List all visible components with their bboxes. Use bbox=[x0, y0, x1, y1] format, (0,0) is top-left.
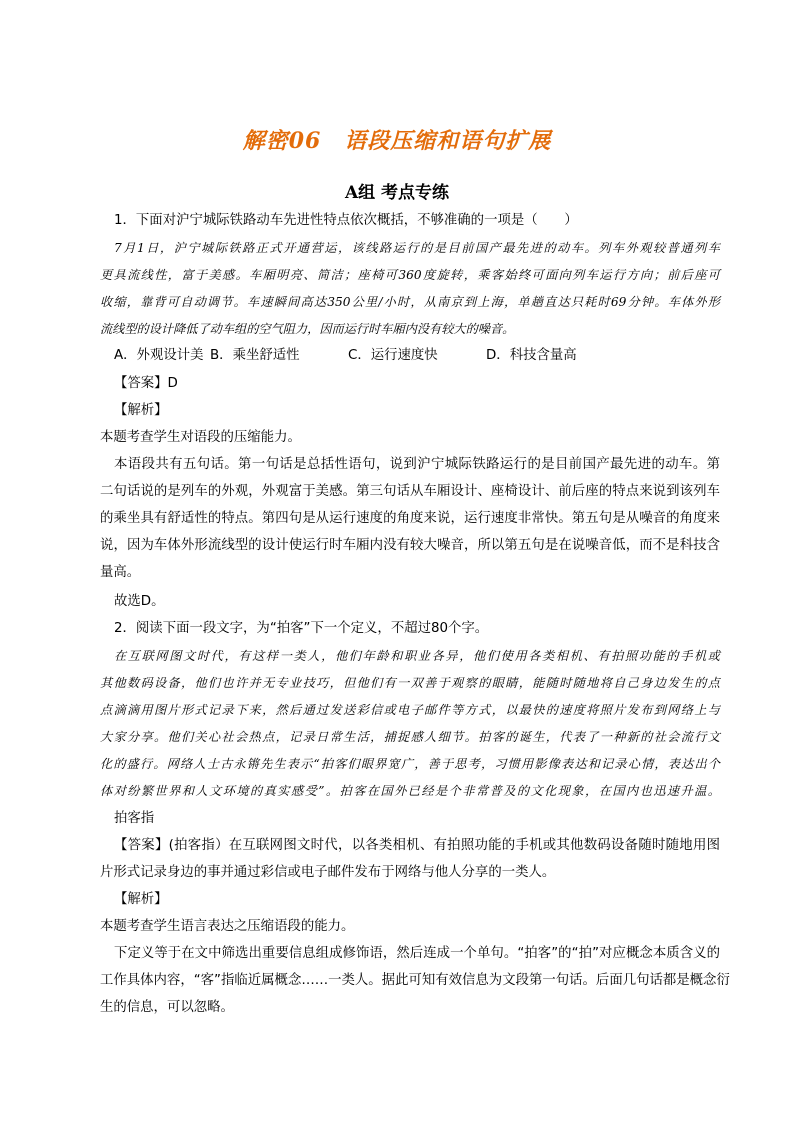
page-title: 解密06 语段压缩和语句扩展 bbox=[242, 128, 552, 154]
q1-analysis-line: 本题考查学生对语段的压缩能力。 bbox=[100, 430, 301, 445]
q1-analysis-line: 量高。 bbox=[100, 565, 141, 580]
q2-passage-line: 大家分享。他们关心社会热点，记录日常生活，捕捉感人细节。拍客的诞生，代表了一种新的社会流行文 bbox=[100, 730, 720, 744]
q2-analysis-label: 【解析】 bbox=[114, 892, 168, 907]
q2-answer-line: 片形式记录身边的事并通过彩信或电子邮件发布于网络与他人分享的一类人。 bbox=[100, 865, 556, 880]
q1-option-a: A．外观设计美 bbox=[114, 348, 204, 363]
q1-analysis-line: 说，因为车体外形流线型的设计使运行时车厢内没有较大噪音，所以第五句是在说噪音低，而不是科技含 bbox=[100, 538, 720, 553]
q2-passage-line: 化的盛行。网络人士古永锵先生表示“拍客们眼界宽广，善于思考，习惯用影像表达和记录心情，表达出个 bbox=[100, 757, 720, 771]
q1-option-d: D．科技含量高 bbox=[486, 348, 577, 363]
q2-analysis-line: 工作具体内容，“客”指临近属概念……一类人。据此可知有效信息为文段第一句话。后面几句话都是概念衍 bbox=[100, 973, 730, 988]
q2-analysis-line: 下定义等于在文中筛选出重要信息组成修饰语，然后连成一个单句。“拍客”的“拍”对应概念本质含义的 bbox=[114, 946, 720, 961]
q2-answer-line: 【答案】(拍客指）在互联网图文时代，以各类相机、有拍照功能的手机或其他数码设备随时随地用图 bbox=[114, 838, 720, 853]
q1-option-b: B．乘坐舒适性 bbox=[210, 348, 300, 363]
q1-passage-line: 收缩，靠背可自动调节。车速瞬间高达350公里/小时，从南京到上海，单趟直达只耗时69分钟。车体外形 bbox=[100, 295, 720, 309]
q1-passage-line: 7月1日，沪宁城际铁路正式开通营运，该线路运行的是目前国产最先进的动车。列车外观较普通列车 bbox=[114, 241, 720, 255]
q1-stem: 1．下面对沪宁城际铁路动车先进性特点依次概括，不够准确的一项是（ ） bbox=[114, 213, 578, 228]
section-subtitle: A组 考点专练 bbox=[344, 183, 450, 203]
q2-analysis-line: 本题考查学生语言表达之压缩语段的能力。 bbox=[100, 919, 355, 934]
q1-analysis-label: 【解析】 bbox=[114, 403, 168, 418]
q2-analysis-line: 生的信息，可以忽略。 bbox=[100, 1000, 234, 1015]
q1-passage-line: 更具流线性，富于美感。车厢明亮、简洁；座椅可360度旋转，乘客始终可面向列车运行方向；前后座可 bbox=[100, 268, 720, 282]
q1-answer: 【答案】D bbox=[114, 376, 178, 391]
q2-stem: 2．阅读下面一段文字，为“拍客”下一个定义，不超过80个字。 bbox=[114, 621, 489, 636]
q2-passage-line: 点滴滴用图片形式记录下来，然后通过发送彩信或电子邮件等方式，以最快的速度将照片发布到网络上与 bbox=[100, 703, 720, 717]
q2-passage-line: 其他数码设备，他们也许并无专业技巧，但他们有一双善于观察的眼睛，能随时随地将自己身边发生的点 bbox=[100, 676, 720, 690]
q2-blank: 拍客指 bbox=[114, 811, 155, 826]
q1-conclusion: 故选D。 bbox=[114, 594, 165, 609]
q1-option-c: C．运行速度快 bbox=[348, 348, 438, 363]
q2-passage-line: 体对纷繁世界和人文环境的真实感受”。拍客在国外已经是个非常普及的文化现象，在国内也迅速升温。 bbox=[100, 784, 720, 798]
q1-analysis-line: 的乘坐具有舒适性的特点。第四句是从运行速度的角度来说，运行速度非常快。第五句是从噪音的角度来 bbox=[100, 511, 720, 526]
q1-passage-line: 流线型的设计降低了动车组的空气阻力，因而运行时车厢内没有较大的噪音。 bbox=[100, 322, 515, 336]
q1-analysis-line: 本语段共有五句话。第一句话是总括性语句，说到沪宁城际铁路运行的是目前国产最先进的动车。第 bbox=[114, 457, 720, 472]
q2-passage-line: 在互联网图文时代，有这样一类人，他们年龄和职业各异，他们使用各类相机、有拍照功能的手机或 bbox=[114, 649, 720, 663]
q1-analysis-line: 二句话说的是列车的外观，外观富于美感。第三句话从车厢设计、座椅设计、前后座的特点来说到该列车 bbox=[100, 484, 720, 499]
